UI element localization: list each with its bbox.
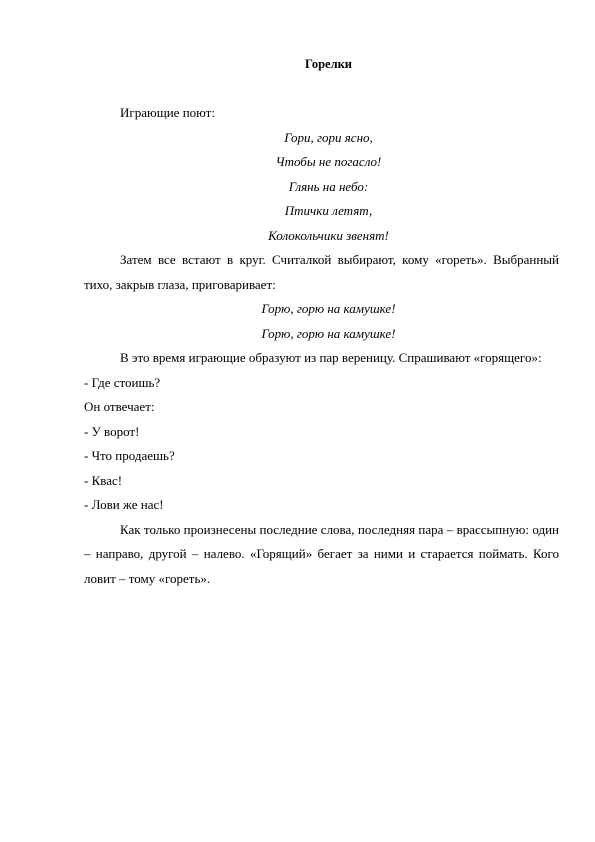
dialog-line-4: - Что продаешь? [84, 448, 175, 463]
dialog-line-6: - Лови же нас! [84, 497, 164, 512]
paragraph-2: В это время играющие образуют из пар вереницу. Спрашивают «горящего»: [120, 350, 542, 365]
dialog-line-1: - Где стоишь? [84, 374, 161, 390]
song-line-2: Чтобы не погасло! [275, 154, 382, 169]
paragraph-3: Как только произнесены последние слова, последняя пара – врассыпную: один – направо, другой – налево. «Горящий» бегает за ними и старается поймать. Кого ловит – тому «гореть». [84, 521, 559, 586]
song-line-5: Колокольчики звенят! [268, 227, 389, 243]
song-line-4: Птички летят, [284, 203, 373, 218]
paragraph-1: Затем все встают в круг. Считалкой выбирают, кому «гореть». Выбранный тихо, закрыв глаза, приговаривает: [84, 252, 559, 292]
dialog-line-2: Он отвечает: [84, 399, 155, 414]
dialog-line-5: - Квас! [84, 472, 123, 488]
song-line-1: Гори, гори ясно, [284, 129, 373, 145]
dialog-line-3: - У ворот! [84, 423, 140, 439]
document-title: Горелки [304, 57, 353, 71]
intro-text: Играющие поют: [120, 105, 215, 120]
chant-line-2: Горю, горю на камушке! [261, 325, 396, 341]
song-line-3: Глянь на небо: [288, 178, 369, 194]
chant-line-1: Горю, горю на камушке! [261, 301, 396, 316]
